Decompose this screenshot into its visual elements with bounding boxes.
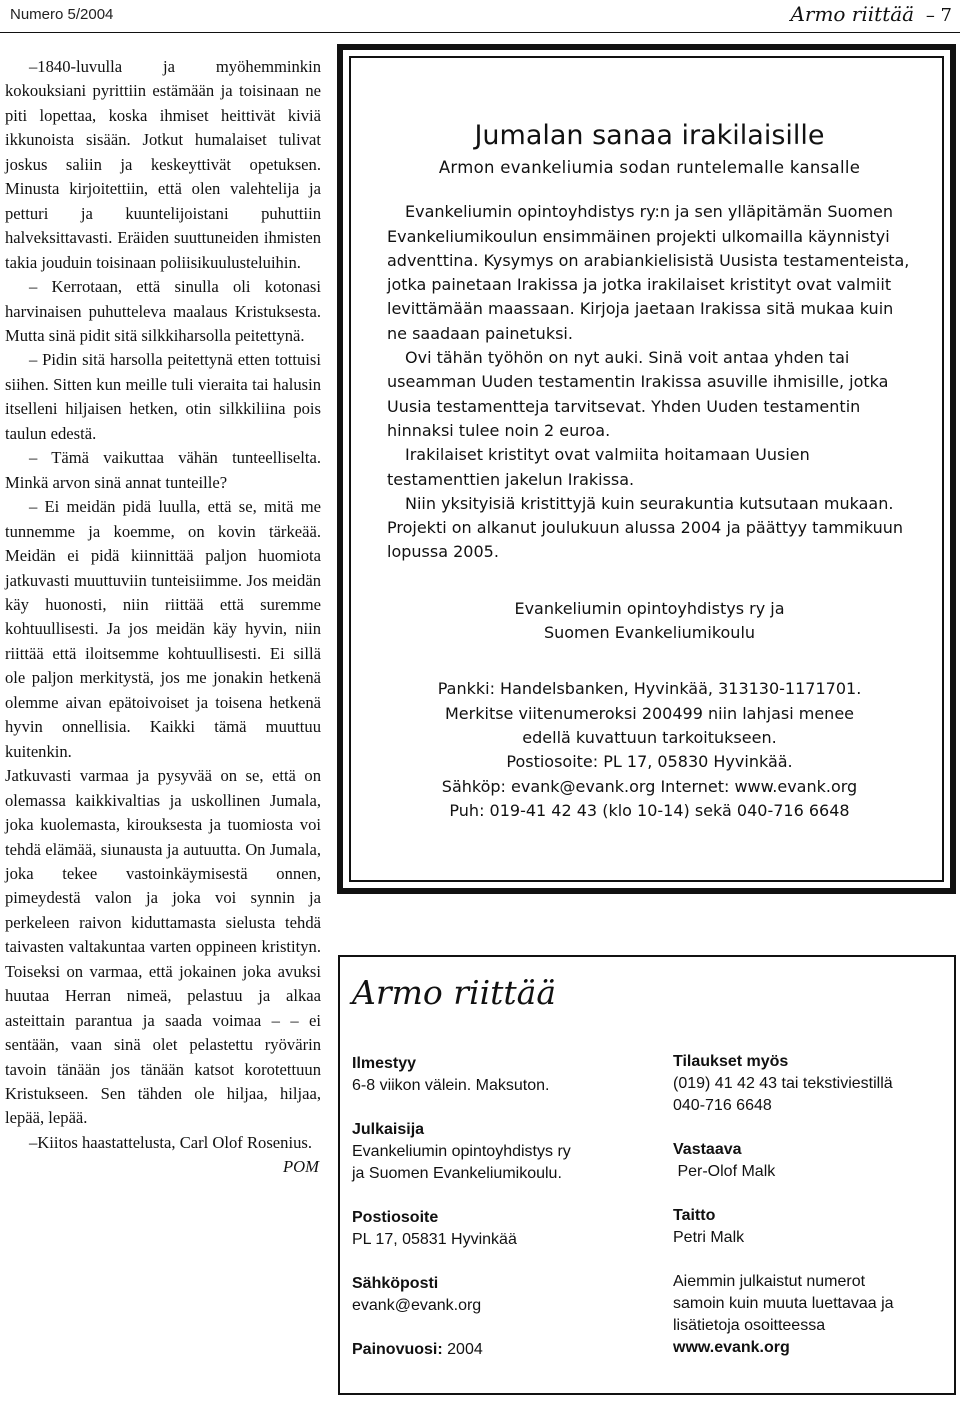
more-info-line: lisätietoja osoitteessa [673, 1317, 826, 1334]
colophon-entry [673, 1139, 955, 1183]
colophon-label: Taitto [673, 1207, 716, 1224]
notice-body [387, 200, 912, 564]
colophon-entry [352, 1053, 652, 1097]
colophon-label: Ilmestyy [352, 1055, 417, 1072]
article-paragraph: – Ei meidän pidä luulla, että se, mitä me tunnemme ja koemme, on kovin tärkeää. Meidän ei pidä kiinnittää paljon huomiota jatkuvasti muuttuviin tunteisiimme. Jos meidän käy huonosti, niin riittää että suremme kohtuullisesti. Ja jos meidän käy hyvin, niin riittää että iloitsemme kohtuullisesti. Ei sillä ole paljon merkitystä, jos me jonakin hetkenä olemme aivan epätoivoiset ja toisena hetkenä hyvin onnellisia. Kaikki tämä muuttuu kuitenkin. [5, 497, 321, 761]
bank-line: Merkitse viitenumeroksi 200499 niin lahjasi menee [445, 703, 854, 723]
article-signature: POM [283, 1157, 319, 1177]
colophon-value: (019) 41 42 43 tai tekstiviestillä [673, 1075, 893, 1092]
notice-subtitle: Armon evankeliumia sodan runtelemalle kansalle [438, 158, 861, 177]
masthead-title: Armo riittää [790, 2, 915, 26]
org-line: Evankeliumin opintoyhdistys ry ja [514, 598, 785, 618]
colophon-right-column [673, 1051, 955, 1381]
colophon-label: Sähköposti [352, 1275, 439, 1292]
article-paragraph: Jatkuvasti varmaa ja pysyvää on se, että on olemassa kaikkivaltias ja uskollinen Jumala, joka kuolemasta, kirouksesta ja tuomiosta voi tehdä elämää, siunausta ja autuutta. On Jumala, joka tekee vastoinkäymisestä onnen, pimeydestä valon ja joka voi synnin ja perkeleen raivon kiduttamasta sielusta tehdä taivasten valtakuntaa varten oppineen kristityn. Toiseksi on varmaa, että jokainen joka avuksi huutaa Herran nimeä, pelastuu ja alkaa asteittain parantua ja saada voimaa – – ei sentään, vaan sinä olet pelastettu ryövärin tavoin tänään jos tänään katsot korotettuun Kristukseen. Sen tähden ole hiljaa, hiljaa, lepää, lepää. [5, 766, 321, 1128]
colophon-label: Julkaisija [352, 1121, 425, 1138]
printing-year: 2004 [447, 1341, 483, 1358]
more-info-line: samoin kuin muuta luettavaa ja [673, 1295, 894, 1312]
colophon-value: Evankeliumin opintoyhdistys ry [352, 1143, 571, 1160]
bank-line: Sähköp: evank@evank.org Internet: www.evank.org [441, 776, 858, 796]
colophon-entry [673, 1205, 955, 1249]
colophon-box [338, 955, 956, 1395]
header-rule [0, 32, 960, 33]
bank-line: Postiosoite: PL 17, 05830 Hyvinkää. [506, 752, 793, 772]
bank-line: edellä kuvattuun tarkoitukseen. [522, 727, 777, 747]
colophon-label: Postiosoite [352, 1209, 439, 1226]
more-info-line: Aiemmin julkaistut numerot [673, 1273, 866, 1290]
article-paragraph: – Tämä vaikuttaa vähän tunteelliselta. Minkä arvon sinä annat tunteille? [5, 448, 321, 492]
article-paragraph: –1840-luvulla ja myöhemminkin kokouksiani pyrittiin estämään ja toisinaan ne piti lopettaa, koska ihmiset heittivät kiviä ikkunoista sisään. Jotkut humalaiset tulivat joskus saliin ja keskeyttivät opetuksen. Minusta kirjoitettiin, että olen valehtelija ja petturi ja kuuntelijoistani puhuttiin halveksittavasti. Eräiden suuttuneiden ihmisten takia jouduin toisinaan poliisikuulusteluihin. [5, 57, 321, 272]
bank-line: Puh: 019-41 42 43 (klo 10-14) sekä 040-716 6648 [449, 800, 850, 820]
colophon-value: ja Suomen Evankeliumikoulu. [352, 1165, 562, 1182]
colophon-printing [352, 1339, 652, 1361]
notice-paragraph: Ovi tähän työhön on nyt auki. Sinä voit antaa yhden tai useamman Uuden testamentin Irakissa asuville ihmisille, jotka Uusia testamentteja tarvitsevat. Yhden Uuden testamentin hinnaksi tulee noin 2 euroa. [387, 348, 889, 440]
notice-title: Jumalan sanaa irakilaisille [474, 120, 825, 151]
colophon-logo: Armo riittää [352, 973, 557, 1012]
colophon-value: evank@evank.org [352, 1297, 482, 1314]
colophon-more-info [673, 1271, 955, 1359]
article-column [5, 55, 321, 1180]
colophon-entry [352, 1207, 652, 1251]
colophon-entry [352, 1119, 652, 1185]
colophon-entry [673, 1051, 955, 1117]
website-link[interactable]: www.evank.org [673, 1339, 790, 1356]
org-line: Suomen Evankeliumikoulu [543, 623, 756, 643]
colophon-value: Petri Malk [673, 1229, 745, 1246]
running-head: Armo riittää – 7 [790, 2, 952, 26]
colophon-label: Vastaava [673, 1141, 742, 1158]
colophon-left-column [352, 1053, 652, 1383]
issue-number: Numero 5/2004 [10, 6, 114, 23]
article-paragraph: – Kerrotaan, että sinulla oli kotonasi harvinaisen puhutteleva maalaus Kristuksesta. Mutta sinä pidit sitä silkkiharsolla peitettynä. [5, 277, 321, 345]
article-paragraph: –Kiitos haastattelusta, Carl Olof Rosenius. [29, 1132, 312, 1152]
notice-paragraph: Irakilaiset kristityt ovat valmiita hoitamaan Uusien testamenttien jakelun Irakissa. [387, 445, 810, 489]
colophon-value: Per-Olof Malk [673, 1163, 776, 1180]
notice-bank-info [387, 677, 912, 823]
colophon-value: 6-8 viikon välein. Maksuton. [352, 1077, 550, 1094]
printing-year-label: Painovuosi: [352, 1341, 443, 1358]
colophon-entry [352, 1273, 652, 1317]
article-paragraph: – Pidin sitä harsolla peitettynä etten tottuisi siihen. Sitten kun meille tuli vieraita tai halusin itselleni hiljaisen hetken, otin silkkiliina pois taulun edestä. [5, 350, 321, 443]
colophon-label: Tilaukset myös [673, 1053, 789, 1070]
bank-line: Pankki: Handelsbanken, Hyvinkää, 313130-1171701. [437, 679, 862, 699]
colophon-value: 040-716 6648 [673, 1097, 772, 1114]
colophon-value: PL 17, 05831 Hyvinkää [352, 1231, 517, 1248]
notice-organisation [387, 597, 912, 646]
notice-box-inner [349, 56, 944, 882]
notice-paragraph: Niin yksityisiä kristittyjä kuin seurakuntia kutsutaan mukaan. Projekti on alkanut joulukuun alussa 2004 ja päättyy tammikuun lopussa 2005. [387, 493, 903, 562]
page-number: 7 [940, 5, 952, 26]
notice-paragraph: Evankeliumin opintoyhdistys ry:n ja sen ylläpitämän Suomen Evankeliumikoulun ensimmäinen projekti ulkomailla käynnistyi adventtina. Kysymys on arabiankielisistä Uusista testamenteista, jotka painetaan Irakissa ja jotka irakilaiset kristityt ovat valmiit levittämään maassaan. Kirjoja jaetaan Irakissa sitä mukaa kuin ne saadaan painetuksi. [387, 202, 910, 343]
notice-box [337, 44, 956, 894]
